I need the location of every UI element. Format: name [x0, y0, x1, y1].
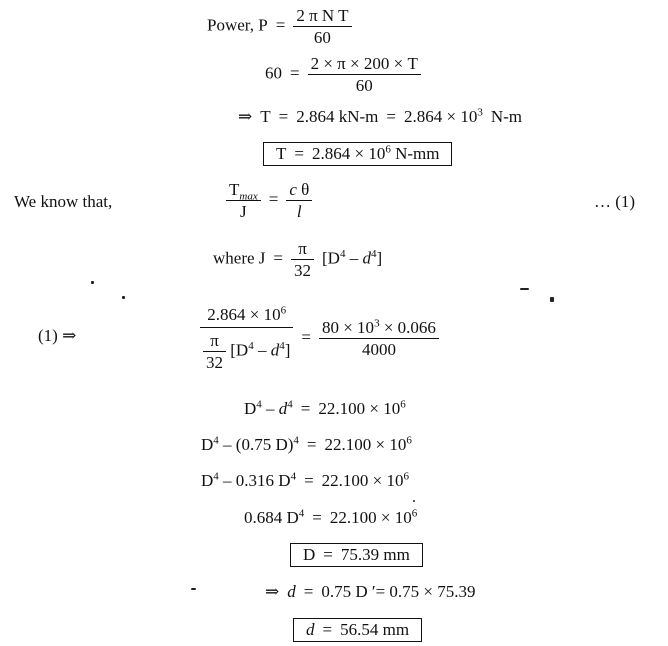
inner-diameter: d: [362, 248, 371, 268]
exponent: 3: [374, 317, 380, 330]
torsion-rhs-numerator: [286, 180, 312, 201]
thirty-two: 32: [206, 353, 223, 372]
substitution-lhs-fraction: [200, 305, 293, 372]
step-rhs: 22.100 × 10: [324, 435, 407, 454]
l-symbol: l: [296, 202, 302, 221]
equals-sign: =: [386, 107, 396, 126]
pi-symbol: π: [291, 239, 314, 260]
where-label: where J: [213, 248, 266, 268]
bracket-open: [D: [230, 340, 249, 360]
equals-sign: =: [312, 508, 322, 527]
intro-text: We know that,: [14, 192, 113, 211]
exponent: 4: [248, 339, 254, 352]
step-line-2: [201, 435, 412, 455]
scan-speck: [191, 588, 196, 590]
inner-diameter-result-box: [293, 618, 422, 642]
step-rhs: 22.100 × 10: [329, 508, 412, 527]
equals-sign: =: [268, 189, 279, 209]
step-rhs: 22.100 × 10: [321, 471, 404, 490]
pi-symbol: π: [203, 331, 226, 352]
c-symbol: c: [289, 180, 297, 199]
inner-diameter-symbol: d: [287, 582, 296, 601]
torque-line: [238, 107, 522, 127]
step-term: – (0.75 D): [218, 435, 294, 454]
torque-symbol: T: [276, 144, 287, 163]
sixty-numerator: 2 × π × 200 × T: [308, 54, 421, 75]
torsion-lhs-numerator: [226, 180, 261, 201]
equals-sign: =: [300, 399, 311, 418]
exponent: 4: [293, 434, 299, 447]
outer-diameter-value: 75.39 mm: [340, 545, 410, 564]
inner-diameter-value: 56.54 mm: [340, 620, 410, 639]
substitution-rhs-denominator: 4000: [361, 340, 396, 359]
exponent: 6: [411, 507, 418, 520]
step-term: – 0.316 D: [218, 471, 291, 490]
step-term: D: [244, 399, 257, 418]
power-equation: [207, 6, 352, 47]
torsion-rhs-fraction: [286, 180, 312, 221]
equals-sign: =: [323, 545, 333, 564]
exponent: 4: [370, 247, 377, 260]
exponent: 4: [298, 507, 305, 520]
equals-sign: =: [322, 620, 333, 639]
theta-symbol: θ: [301, 180, 310, 199]
bracket-close: ]: [284, 340, 291, 360]
step-term: –: [261, 399, 279, 418]
polar-moment-symbol: J: [240, 202, 247, 221]
torque-value: 2.864 × 10: [311, 144, 386, 163]
outer-diameter-symbol: D: [303, 545, 316, 564]
scan-speck: [413, 500, 415, 502]
bracket-open: [D: [322, 248, 340, 268]
exponent: 4: [279, 339, 285, 352]
bracket-close: ]: [376, 248, 383, 268]
equals-sign: =: [278, 107, 289, 126]
unit-label: N-m: [490, 107, 523, 126]
step-line-1: [244, 399, 406, 419]
torque-value-knm: 2.864 kN-m: [296, 107, 379, 126]
inner-diameter-symbol: d: [306, 620, 315, 639]
torque-result-box: [263, 142, 452, 166]
inner-diameter: d: [278, 399, 288, 418]
exponent: 6: [400, 398, 406, 411]
power-label: Power, P: [207, 15, 268, 35]
step-term: 0.684 D: [244, 508, 299, 527]
equals-sign: =: [301, 327, 311, 347]
exponent: 6: [406, 434, 412, 447]
scan-speck: [550, 297, 554, 302]
power-denominator: 60: [313, 28, 331, 47]
implies-arrow: ⇒: [238, 107, 253, 126]
power-fraction: [293, 6, 351, 47]
rhs-value: 80 × 10: [321, 318, 375, 337]
exponent: 4: [339, 247, 346, 260]
exponent: 4: [213, 470, 219, 483]
sixty-lhs: 60: [265, 63, 282, 83]
exponent: 4: [213, 434, 219, 447]
equals-sign: =: [306, 435, 317, 454]
scan-speck: [122, 296, 125, 299]
exponent: 3: [477, 106, 483, 119]
inner-diameter: d: [270, 340, 280, 360]
substitution-label: (1) ⇒: [38, 326, 77, 345]
torque-symbol: T: [229, 180, 240, 199]
implies-arrow: ⇒: [265, 582, 280, 601]
exponent: 4: [290, 470, 297, 483]
equals-sign: =: [303, 582, 314, 601]
sixty-equation: [265, 54, 421, 95]
power-numerator: 2 π N T: [293, 6, 351, 27]
step-line-3: [201, 471, 409, 491]
scan-speck: [520, 288, 529, 290]
polar-moment-equation: [213, 239, 382, 280]
torsion-equation: [226, 180, 312, 221]
length-symbol: [286, 201, 312, 221]
rhs-tail: × 0.066: [379, 318, 436, 337]
unit-label: N-mm: [395, 144, 440, 163]
minus-sign: –: [253, 340, 271, 360]
pi-over-32: [291, 239, 314, 280]
sixty-denominator: 60: [355, 76, 373, 95]
torque-value-nm: 2.864 × 10: [404, 107, 478, 126]
torque-symbol: T: [260, 107, 271, 126]
equals-sign: =: [290, 63, 300, 83]
thirty-two: 32: [294, 261, 311, 280]
equation-reference: … (1): [594, 192, 636, 211]
substitution-lhs-denominator: [200, 328, 293, 372]
sixty-fraction: [308, 54, 421, 95]
step-term: D: [201, 471, 214, 490]
inner-diameter-line: [265, 582, 476, 602]
torsion-lhs-fraction: [226, 180, 261, 221]
max-subscript: max: [239, 190, 258, 203]
substitution-rhs-fraction: [319, 318, 439, 359]
equals-sign: =: [294, 144, 304, 163]
equals-sign: =: [275, 15, 286, 35]
minus-sign: –: [345, 248, 363, 268]
substitution-rhs-numerator: [319, 318, 439, 339]
equals-sign: =: [304, 471, 314, 490]
outer-diameter-result-box: [290, 543, 423, 567]
step-line-4: [244, 508, 417, 528]
inner-diameter-expression: 0.75 D ʹ= 0.75 × 75.39: [321, 582, 476, 601]
torque-value: 2.864 × 10: [207, 305, 281, 324]
step-term: D: [201, 435, 214, 454]
equals-sign: =: [273, 248, 283, 268]
pi-over-32: [203, 331, 226, 372]
step-rhs: 22.100 × 10: [318, 399, 401, 418]
exponent: 4: [287, 398, 293, 411]
exponent: 6: [403, 470, 409, 483]
scan-speck: [91, 281, 94, 284]
exponent: 4: [256, 398, 262, 411]
exponent: 6: [385, 143, 391, 156]
substitution-lhs-numerator: [200, 305, 293, 328]
substitution-equation: [200, 305, 439, 372]
exponent: 6: [280, 304, 287, 317]
